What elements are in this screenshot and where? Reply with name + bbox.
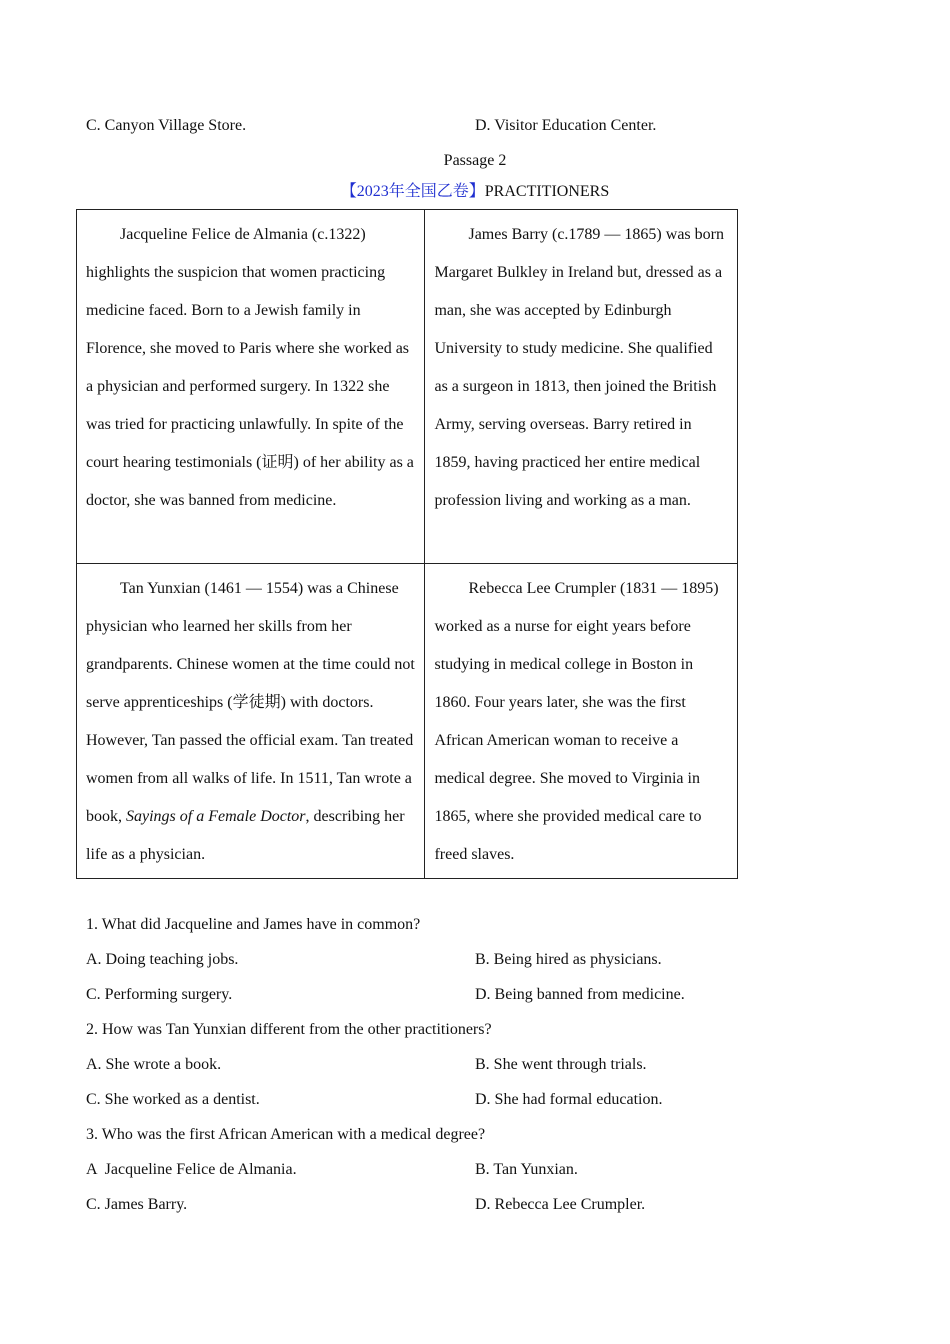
question-3-option-a: A Jacqueline Felice de Almania. [86,1161,297,1178]
question-1-option-d: D. Being banned from medicine. [475,986,685,1003]
question-3-option-c: C. James Barry. [86,1196,188,1213]
cell-james [425,210,738,564]
question-1-option-c: C. Performing surgery. [86,986,233,1003]
tan-text-before: Tan Yunxian (1461 — 1554) was a Chinese physician who learned her skills from her grandparents. Chinese women at the time could not serve apprenticeships (学徒期) with doctors. However, Tan passed the official exam. Tan treated women from all walks of life. In 1511, Tan wrote a book, [86,580,415,825]
passage-title: PRACTITIONERS [484,183,610,200]
cell-tan [77,564,425,879]
practitioners-table [76,209,738,879]
table-row [77,564,738,879]
cell-jacqueline [77,210,425,564]
question-2-option-b: B. She went through trials. [475,1056,647,1073]
question-2-stem: 2. How was Tan Yunxian different from the other practitioners? [86,1021,492,1038]
question-2-option-c: C. She worked as a dentist. [86,1091,260,1108]
question-1-option-a: A. Doing teaching jobs. [86,951,239,968]
cell-text: James Barry (c.1789 — 1865) was born Margaret Bulkley in Ireland but, dressed as a man, she was accepted by Edinburgh University to study medicine. She qualified as a surgeon in 1813, then joined the British Army, serving overseas. Barry retired in 1859, having practiced her entire medical profession living and working as a man. [434,226,724,509]
table-row [77,210,738,564]
cell-rebecca [425,564,738,879]
question-1-stem: 1. What did Jacqueline and James have in common? [86,916,421,933]
passage-heading [0,178,950,201]
question-3-option-d: D. Rebecca Lee Crumpler. [475,1196,646,1213]
prev-option-d: D. Visitor Education Center. [475,117,657,134]
tan-text-after: , describing her life as a physician. [86,808,405,863]
question-2-option-d: D. She had formal education. [475,1091,663,1108]
question-2-option-a: A. She wrote a book. [86,1056,222,1073]
passage-source: 【2023年全国乙卷】 [340,183,485,200]
cell-text: Rebecca Lee Crumpler (1831 — 1895) worked as a nurse for eight years before studying in medical college in Boston in 1860. Four years later, she was the first African American woman to receive a medical degree. She moved to Virginia in 1865, where she provided medical care to freed slaves. [434,580,719,863]
question-3-option-b: B. Tan Yunxian. [475,1161,578,1178]
cell-text: Jacqueline Felice de Almania (c.1322) highlights the suspicion that women practicing medicine faced. Born to a Jewish family in Florence, she moved to Paris where she worked as a physician and performed surgery. In 1322 she was tried for practicing unlawfully. In spite of the court hearing testimonials (证明) of her ability as a doctor, she was banned from medicine. [86,226,414,509]
passage-label: Passage 2 [443,152,507,169]
question-3-stem: 3. Who was the first African American with a medical degree? [86,1126,486,1143]
question-1-option-b: B. Being hired as physicians. [475,951,662,968]
prev-option-c: C. Canyon Village Store. [86,117,247,134]
cell-text [86,570,415,874]
tan-book-title: Sayings of a Female Doctor [126,808,306,825]
